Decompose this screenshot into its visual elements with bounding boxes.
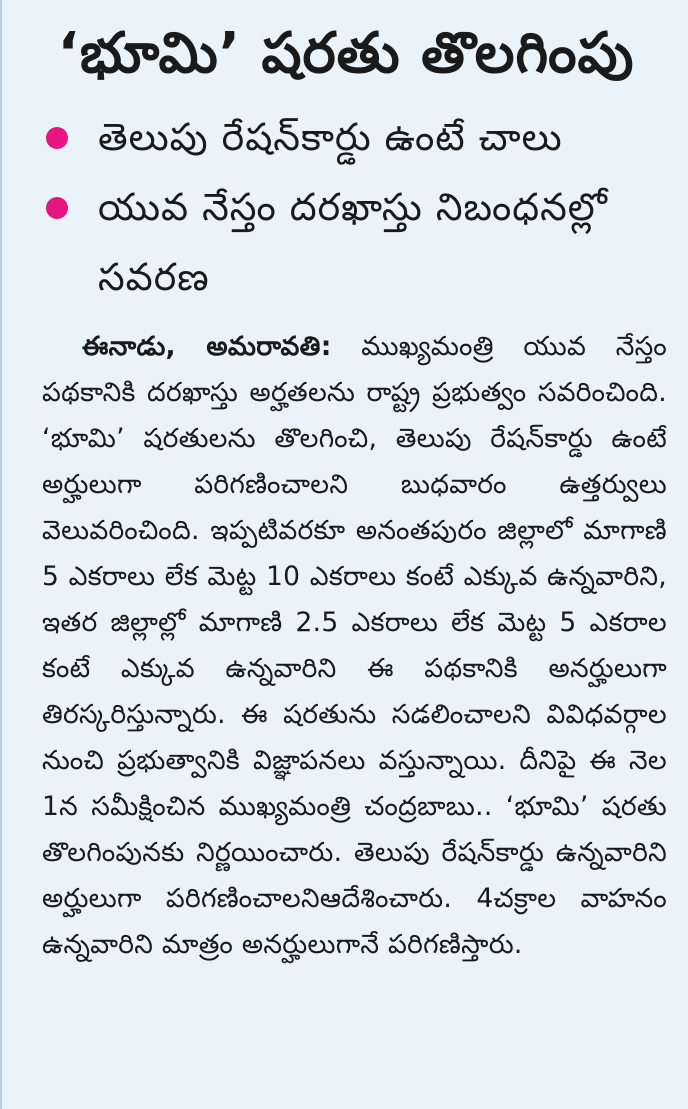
bullet-dot-icon bbox=[46, 127, 68, 149]
bullet-dot-icon bbox=[46, 197, 68, 219]
dateline: ఈనాడు, అమరావతి: bbox=[82, 331, 332, 362]
subheadline-item bbox=[42, 102, 672, 172]
subheadline-text: తెలుపు రేషన్‌కార్డు ఉంటే చాలు bbox=[98, 115, 563, 159]
subheadline-text: యువ నేస్తం దరఖాస్తు నిబంధనల్లో సవరణ bbox=[98, 185, 608, 299]
headline: ‘భూమి’ షరతు తొలగింపు bbox=[57, 21, 635, 86]
subheadline-item bbox=[42, 172, 672, 312]
subheadline-list bbox=[42, 102, 672, 312]
article-body bbox=[42, 324, 667, 968]
article-text: ముఖ్యమంత్రి యువ నేస్తం పథకానికి దరఖాస్తు అర్హతలను రాష్ట్ర ప్రభుత్వం సవరించింది. ‘భూమి’ షరతులను తొలగించి, తెలుపు రేషన్‌కార్డు ఉంటే అర్హులుగా పరిగణించాలని బుధవారం ఉత్తర్వులు వెలువరించింది. ఇప్పటివరకూ అనంతపురం జిల్లాలో మాగాణి 5 ఎకరాలు లేక మెట్ట 10 ఎకరాలు కంటే ఎక్కువ ఉన్నవారిని, ఇతర జిల్లాల్లో మాగాణి 2.5 ఎకరాలు లేక మెట్ట 5 ఎకరాల కంటే ఎక్కువ ఉన్నవారిని ఈ పథకానికి అనర్హులుగా తిరస్కరిస్తున్నారు. ఈ షరతును సడలించాలని వివిధవర్గాల నుంచి ప్రభుత్వానికి విజ్ఞాపనలు వస్తున్నాయి. దీనిపై ఈ నెల 1న సమీక్షించిన ముఖ్యమంత్రి చంద్రబాబు.. ‘భూమి’ షరతు తొలగింపునకు నిర్ణయించారు. తెలుపు రేషన్‌కార్డు ఉన్నవారిని అర్హులుగా పరిగణించాలనిఆదేశించారు. 4చక్రాల వాహనం ఉన్నవారిని మాత్రం అనర్హులుగానే పరిగణిస్తారు. bbox=[42, 331, 668, 960]
